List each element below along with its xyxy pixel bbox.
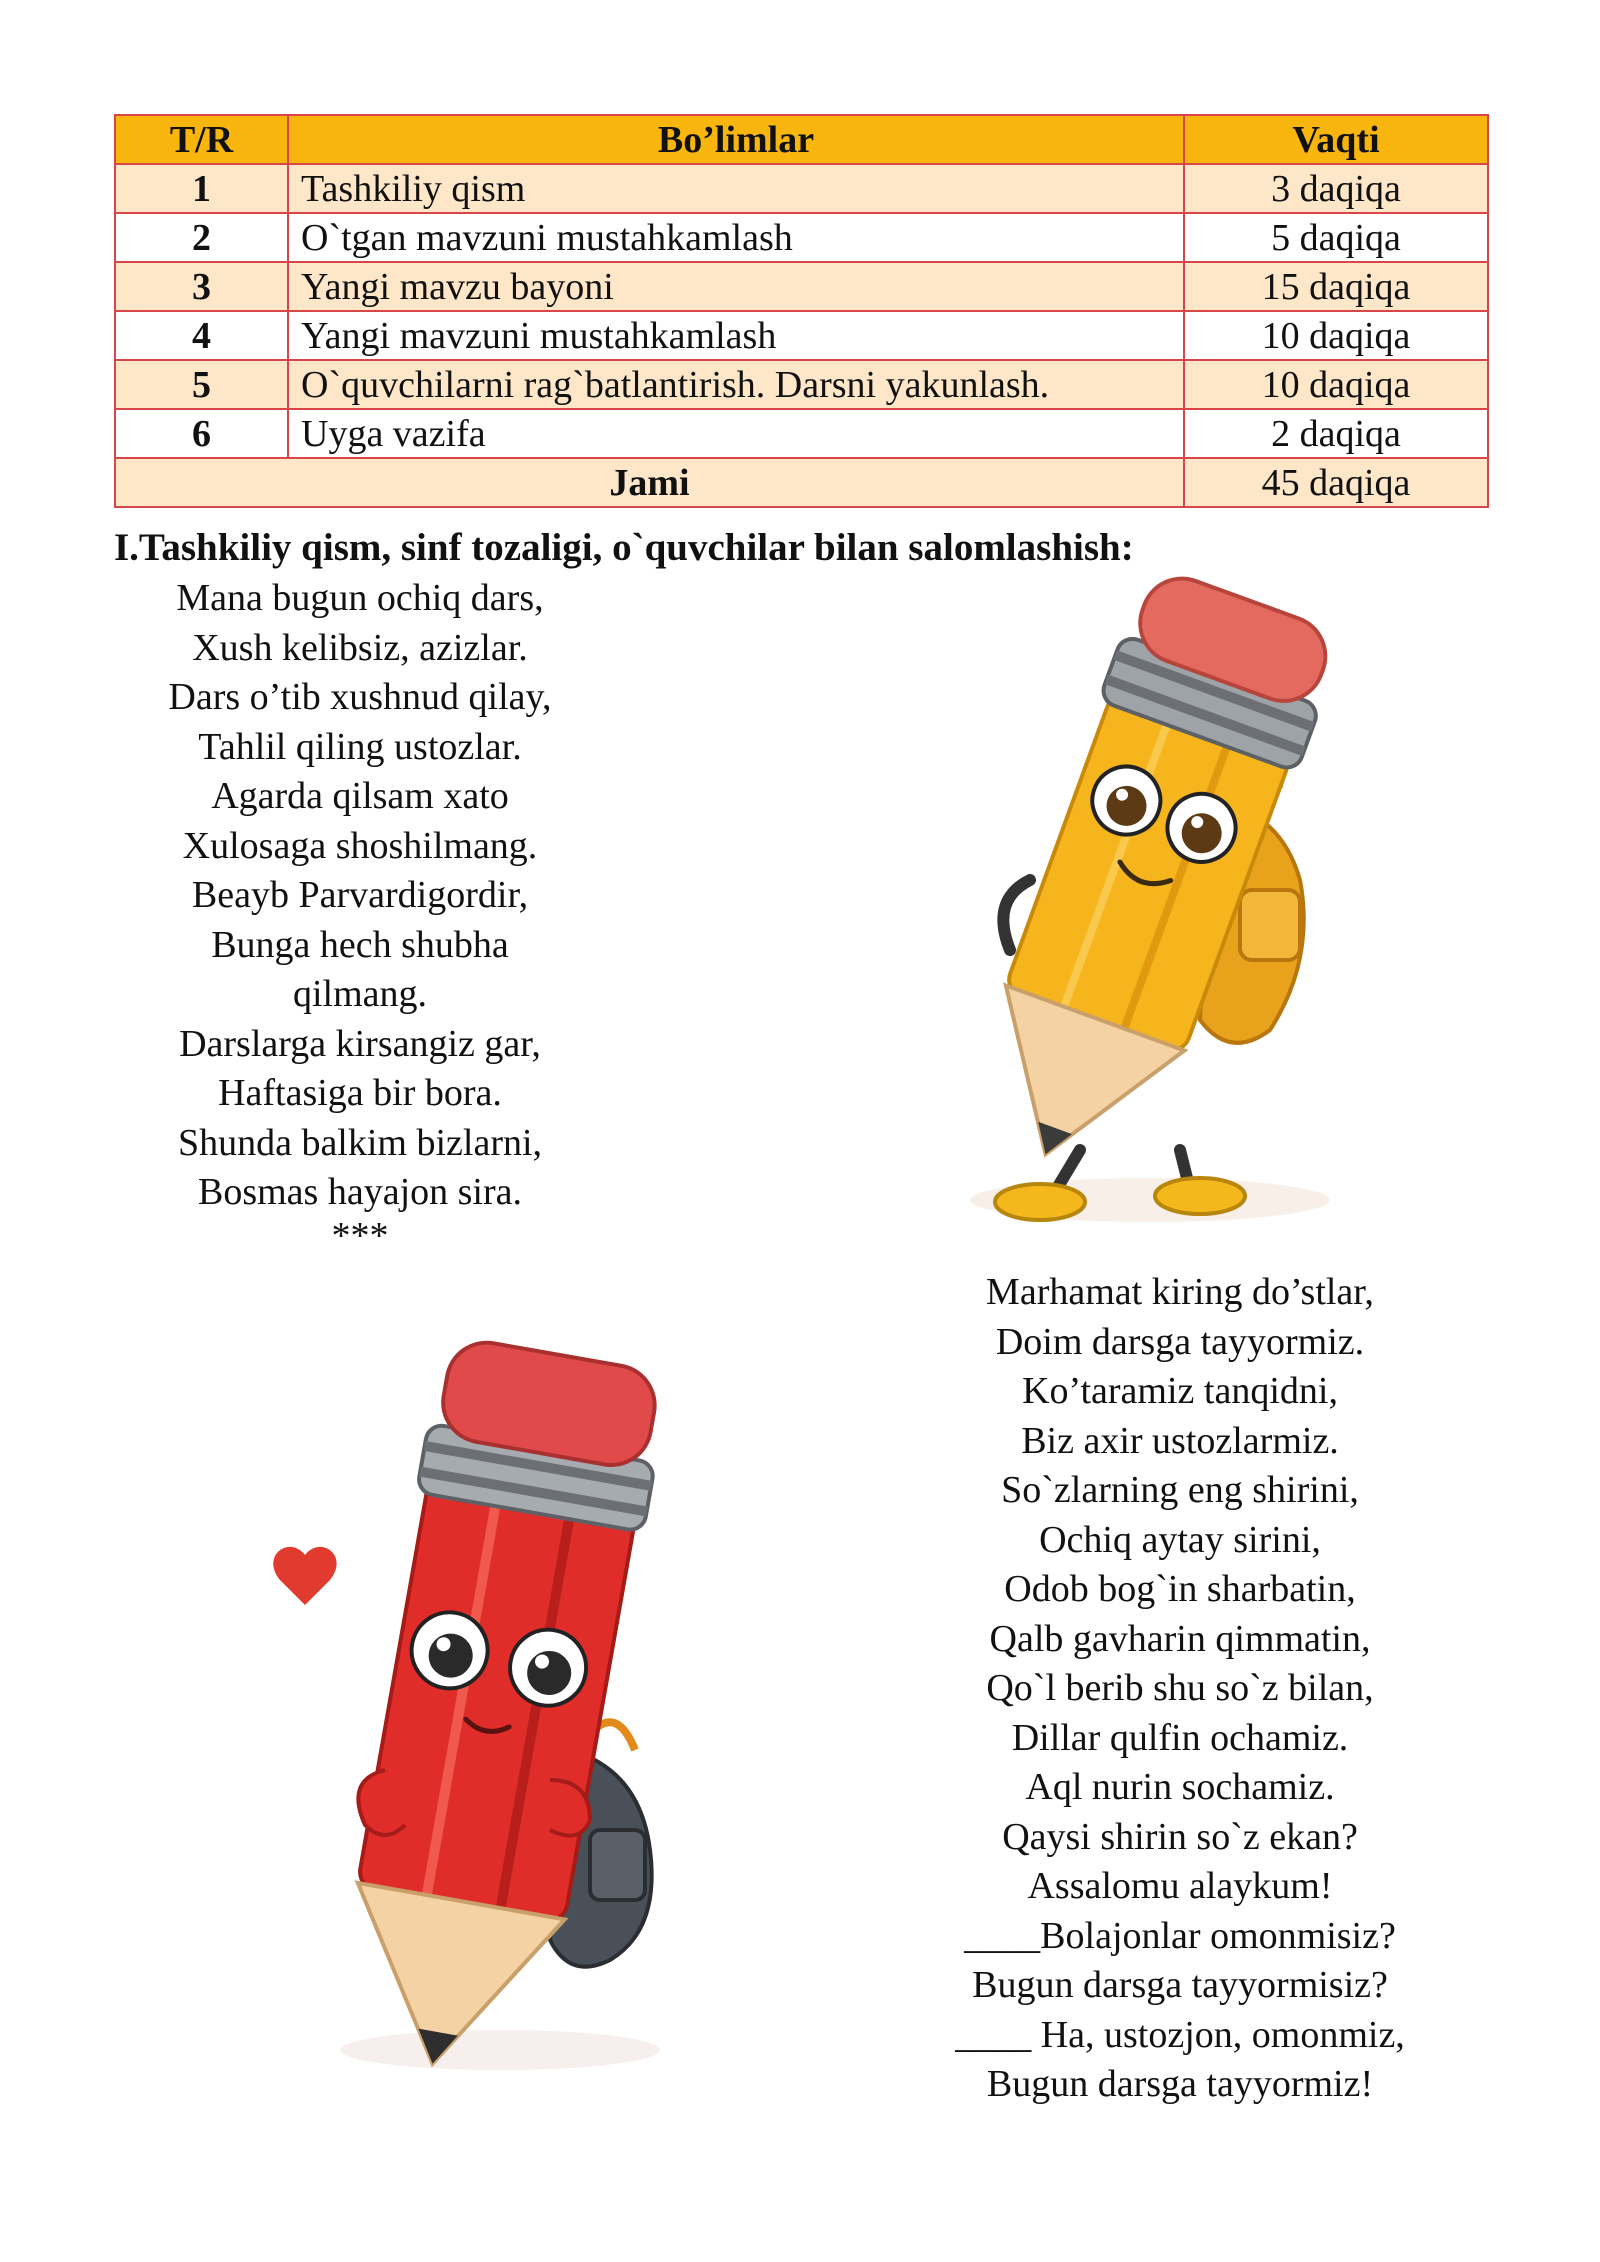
greeting-poem — [900, 1268, 1460, 2110]
table-row — [115, 164, 1488, 213]
table-row — [115, 213, 1488, 262]
poem-line: Agarda qilsam xato — [211, 775, 509, 817]
table-total-row — [115, 458, 1488, 507]
row-number: 1 — [115, 164, 288, 213]
row-section: Uyga vazifa — [288, 409, 1184, 458]
row-section: Yangi mavzu bayoni — [288, 262, 1184, 311]
lesson-plan-table — [114, 114, 1489, 508]
poem-line: Beayb Parvardigordir, — [191, 874, 529, 916]
poem-line: Bugun darsga tayyormisiz? — [972, 1964, 1388, 2006]
poem-line: Xush kelibsiz, azizlar. — [192, 626, 528, 669]
poem-line: So`zlarning eng shirini, — [1001, 1469, 1359, 1511]
table-row — [115, 311, 1488, 360]
row-number: 6 — [115, 409, 288, 458]
row-number: 5 — [115, 360, 288, 409]
row-number: 2 — [115, 213, 288, 262]
row-time: 10 daqiqa — [1184, 311, 1488, 360]
poem-line: Qo`l berib shu so`z bilan, — [986, 1667, 1374, 1709]
poem-line: Marhamat kiring do’stlar, — [986, 1271, 1374, 1313]
red-pencil-illustration — [240, 1330, 740, 2090]
row-section: Yangi mavzuni mustahkamlash — [288, 311, 1184, 360]
poem-line: Assalomu alaykum! — [1027, 1865, 1333, 1907]
poem-line: ____ Ha, ustozjon, omonmiz, — [955, 2013, 1405, 2056]
poem-line: Xulosaga shoshilmang. — [182, 824, 538, 867]
table-row — [115, 262, 1488, 311]
row-section: O`tgan mavzuni mustahkamlash — [288, 213, 1184, 262]
poem-line: Ko’taramiz tanqidni, — [1022, 1370, 1338, 1412]
poem-line: Biz axir ustozlarmiz. — [1021, 1419, 1339, 1462]
header-time: Vaqti — [1184, 115, 1488, 164]
poem-line: Doim darsga tayyormiz. — [995, 1320, 1365, 1363]
poem-line: Ochiq aytay sirini, — [1039, 1518, 1321, 1561]
poem-line: Bosmas hayajon sira. — [197, 1171, 522, 1213]
poem-line: Bugun darsga tayyormiz! — [986, 2063, 1374, 2105]
table-row — [115, 360, 1488, 409]
table-header-row — [115, 115, 1488, 164]
row-section: Tashkiliy qism — [288, 164, 1184, 213]
header-sections: Bo’limlar — [288, 115, 1184, 164]
row-time: 5 daqiqa — [1184, 213, 1488, 262]
poem-line: Mana bugun ochiq dars, — [176, 577, 544, 619]
row-time: 2 daqiqa — [1184, 409, 1488, 458]
yellow-pencil-illustration — [880, 560, 1400, 1240]
poem-line: Dillar qulfin ochamiz. — [1011, 1716, 1349, 1759]
heart-icon — [273, 1547, 336, 1605]
row-time: 3 daqiqa — [1184, 164, 1488, 213]
poem-line: Qaysi shirin so`z ekan? — [1002, 1815, 1358, 1858]
row-time: 10 daqiqa — [1184, 360, 1488, 409]
poem-line: ____Bolajonlar omonmisiz? — [964, 1914, 1396, 1957]
row-number: 3 — [115, 262, 288, 311]
poem-line: qilmang. — [292, 973, 428, 1015]
poem-line: Tahlil qiling ustozlar. — [198, 725, 522, 768]
header-tr: T/R — [115, 115, 288, 164]
section-heading: I.Tashkiliy qism, sinf tozaligi, o`quvchilar bilan salomlashish: — [114, 526, 1134, 569]
poem-line: Odob bog`in sharbatin, — [1004, 1568, 1356, 1610]
poem-line: Dars o’tib xushnud qilay, — [168, 676, 552, 718]
total-time: 45 daqiqa — [1184, 458, 1488, 507]
poem-line: Qalb gavharin qimmatin, — [989, 1617, 1371, 1660]
table-row — [115, 409, 1488, 458]
total-label: Jami — [115, 458, 1184, 507]
poem-separator: *** — [331, 1215, 389, 1257]
poem-line: Aql nurin sochamiz. — [1025, 1766, 1335, 1808]
poem-line: Bunga hech shubha — [211, 923, 509, 966]
row-section: O`quvchilarni rag`batlantirish. Darsni yakunlash. — [288, 360, 1184, 409]
welcome-poem — [110, 574, 610, 1218]
poem-line: Shunda balkim bizlarni, — [177, 1121, 543, 1164]
poem-line: Darslarga kirsangiz gar, — [179, 1022, 541, 1065]
row-time: 15 daqiqa — [1184, 262, 1488, 311]
row-number: 4 — [115, 311, 288, 360]
poem-line: Haftasiga bir bora. — [218, 1072, 502, 1114]
